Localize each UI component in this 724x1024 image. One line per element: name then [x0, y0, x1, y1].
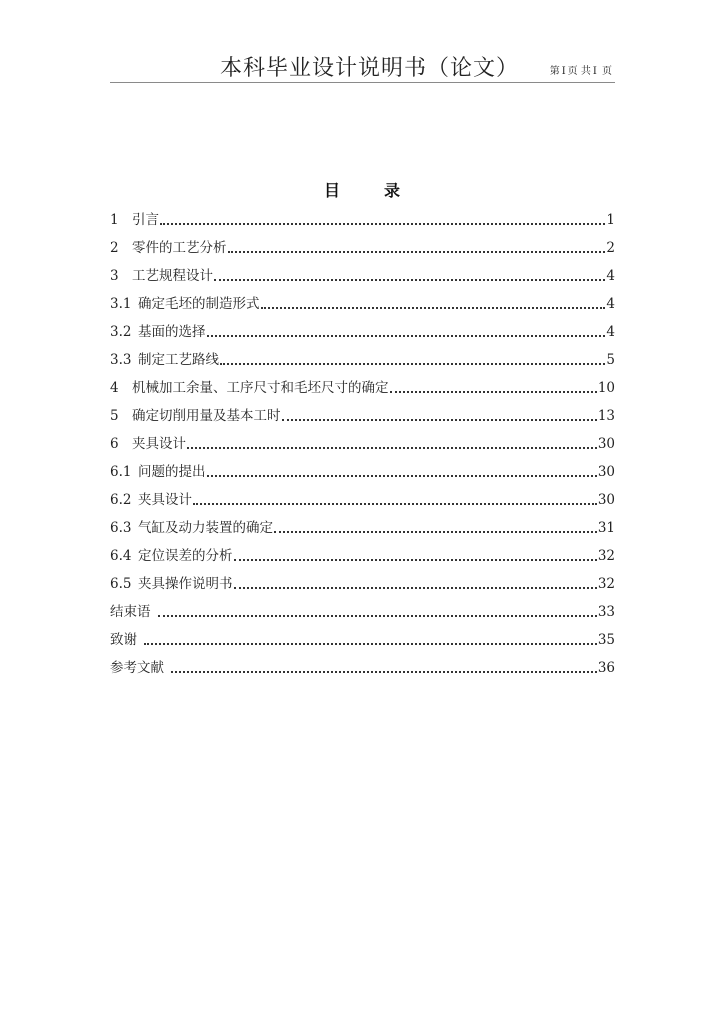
current-page: Ⅰ: [561, 66, 566, 77]
dot-leader: [261, 299, 606, 313]
toc-entry-label: 确定切削用量及基本工时: [132, 408, 281, 424]
dot-leader: [171, 663, 597, 677]
toc-entry-number: 4: [110, 380, 119, 396]
toc-entry-page: 10: [597, 380, 615, 396]
toc-entry-3[interactable]: [110, 264, 615, 292]
toc-entry-page: 32: [597, 548, 615, 564]
toc-entry-number: 6.2: [110, 492, 132, 508]
dot-leader: [207, 327, 606, 341]
page-number-info: [549, 62, 613, 77]
toc-heading-char-2: 录: [384, 181, 401, 200]
toc-entry-6-1[interactable]: [110, 460, 615, 488]
dot-leader: [234, 551, 597, 565]
toc-entry-page: 36: [597, 660, 615, 676]
dot-leader: [228, 243, 606, 257]
toc-entry-number: 6.5: [110, 576, 132, 592]
dot-leader: [274, 523, 597, 537]
page-header: [110, 50, 615, 83]
toc-entry-number: 6.3: [110, 520, 132, 536]
toc-entry-label: 结束语: [110, 604, 151, 620]
toc-entry-number: 6: [110, 436, 119, 452]
dot-leader: [282, 411, 597, 425]
toc-entry-label: 夹具设计: [132, 436, 186, 452]
toc-entry-6[interactable]: [110, 432, 615, 460]
dot-leader: [214, 271, 605, 285]
toc-entry-3-1[interactable]: [110, 292, 615, 320]
toc-entry-label: 制定工艺路线: [138, 352, 219, 368]
toc-entry-page: 4: [606, 324, 615, 340]
toc-entry-page: 33: [597, 604, 615, 620]
toc-entry-page: 13: [597, 408, 615, 424]
toc-entry-label: 问题的提出: [138, 464, 206, 480]
toc-entry-6-5[interactable]: [110, 572, 615, 600]
toc-entry-1[interactable]: [110, 208, 615, 236]
toc-entry-page: 32: [597, 576, 615, 592]
dot-leader: [220, 355, 605, 369]
toc-entry-label: 夹具设计: [138, 492, 192, 508]
dot-leader: [193, 495, 597, 509]
toc-entry-page: 4: [606, 296, 615, 312]
page-prefix: 第: [549, 66, 560, 77]
toc-entry-label: 零件的工艺分析: [132, 240, 227, 256]
toc-entry-2[interactable]: [110, 236, 615, 264]
toc-entry-3-2[interactable]: [110, 320, 615, 348]
toc-entry-label: 工艺规程设计: [132, 268, 213, 284]
toc-entry-5[interactable]: [110, 404, 615, 432]
toc-entry-page: 31: [597, 520, 615, 536]
toc-entry-page: 30: [597, 464, 615, 480]
toc-entry-label: 基面的选择: [138, 324, 206, 340]
toc-entry-3-3[interactable]: [110, 348, 615, 376]
toc-entry-page: 2: [606, 240, 615, 256]
toc-entry-number: 5: [110, 408, 119, 424]
toc-entry-number: 3.2: [110, 324, 132, 340]
dot-leader: [187, 439, 597, 453]
toc-entry-label: 确定毛坯的制造形式: [138, 296, 260, 312]
toc-entry-page: 30: [597, 436, 615, 452]
dot-leader: [234, 579, 597, 593]
toc-entry-conclusion[interactable]: [110, 600, 615, 628]
dot-leader: [144, 635, 597, 649]
toc-entry-page: 4: [606, 268, 615, 284]
toc-entry-number: 2: [110, 240, 119, 256]
document-title: 本科毕业设计说明书（论文）: [220, 56, 520, 81]
toc-entry-references[interactable]: [110, 656, 615, 684]
toc-entry-acknowledgements[interactable]: [110, 628, 615, 656]
toc-heading-char-1: 目: [323, 181, 340, 200]
toc-entry-label: 夹具操作说明书: [138, 576, 233, 592]
toc-entry-label: 参考文献: [110, 660, 164, 676]
toc-entry-label: 定位误差的分析: [138, 548, 233, 564]
toc-heading: [0, 178, 724, 201]
dot-leader: [158, 607, 597, 621]
toc-entry-number: 6.4: [110, 548, 132, 564]
total-pages: Ⅰ: [592, 66, 597, 77]
toc-entry-number: 3: [110, 268, 119, 284]
toc-entry-4[interactable]: [110, 376, 615, 404]
toc-entry-label: 机械加工余量、工序尺寸和毛坯尺寸的确定: [132, 380, 389, 396]
dot-leader: [160, 215, 605, 229]
toc-entry-number: 6.1: [110, 464, 132, 480]
toc-entry-6-3[interactable]: [110, 516, 615, 544]
page-mid: 页 共: [567, 66, 591, 77]
dot-leader: [390, 383, 597, 397]
toc-entry-number: 1: [110, 212, 119, 228]
toc-entry-6-4[interactable]: [110, 544, 615, 572]
table-of-contents: [110, 208, 615, 684]
toc-entry-number: 3.3: [110, 352, 132, 368]
page-suffix: 页: [602, 66, 612, 77]
toc-entry-page: 1: [606, 212, 615, 228]
toc-entry-page: 35: [597, 632, 615, 648]
toc-entry-6-2[interactable]: [110, 488, 615, 516]
toc-entry-label: 致谢: [110, 632, 137, 648]
toc-entry-number: 3.1: [110, 296, 132, 312]
toc-entry-label: 气缸及动力装置的确定: [138, 520, 273, 536]
dot-leader: [207, 467, 597, 481]
toc-entry-page: 5: [606, 352, 615, 368]
toc-entry-label: 引言: [132, 212, 159, 228]
toc-entry-page: 30: [597, 492, 615, 508]
